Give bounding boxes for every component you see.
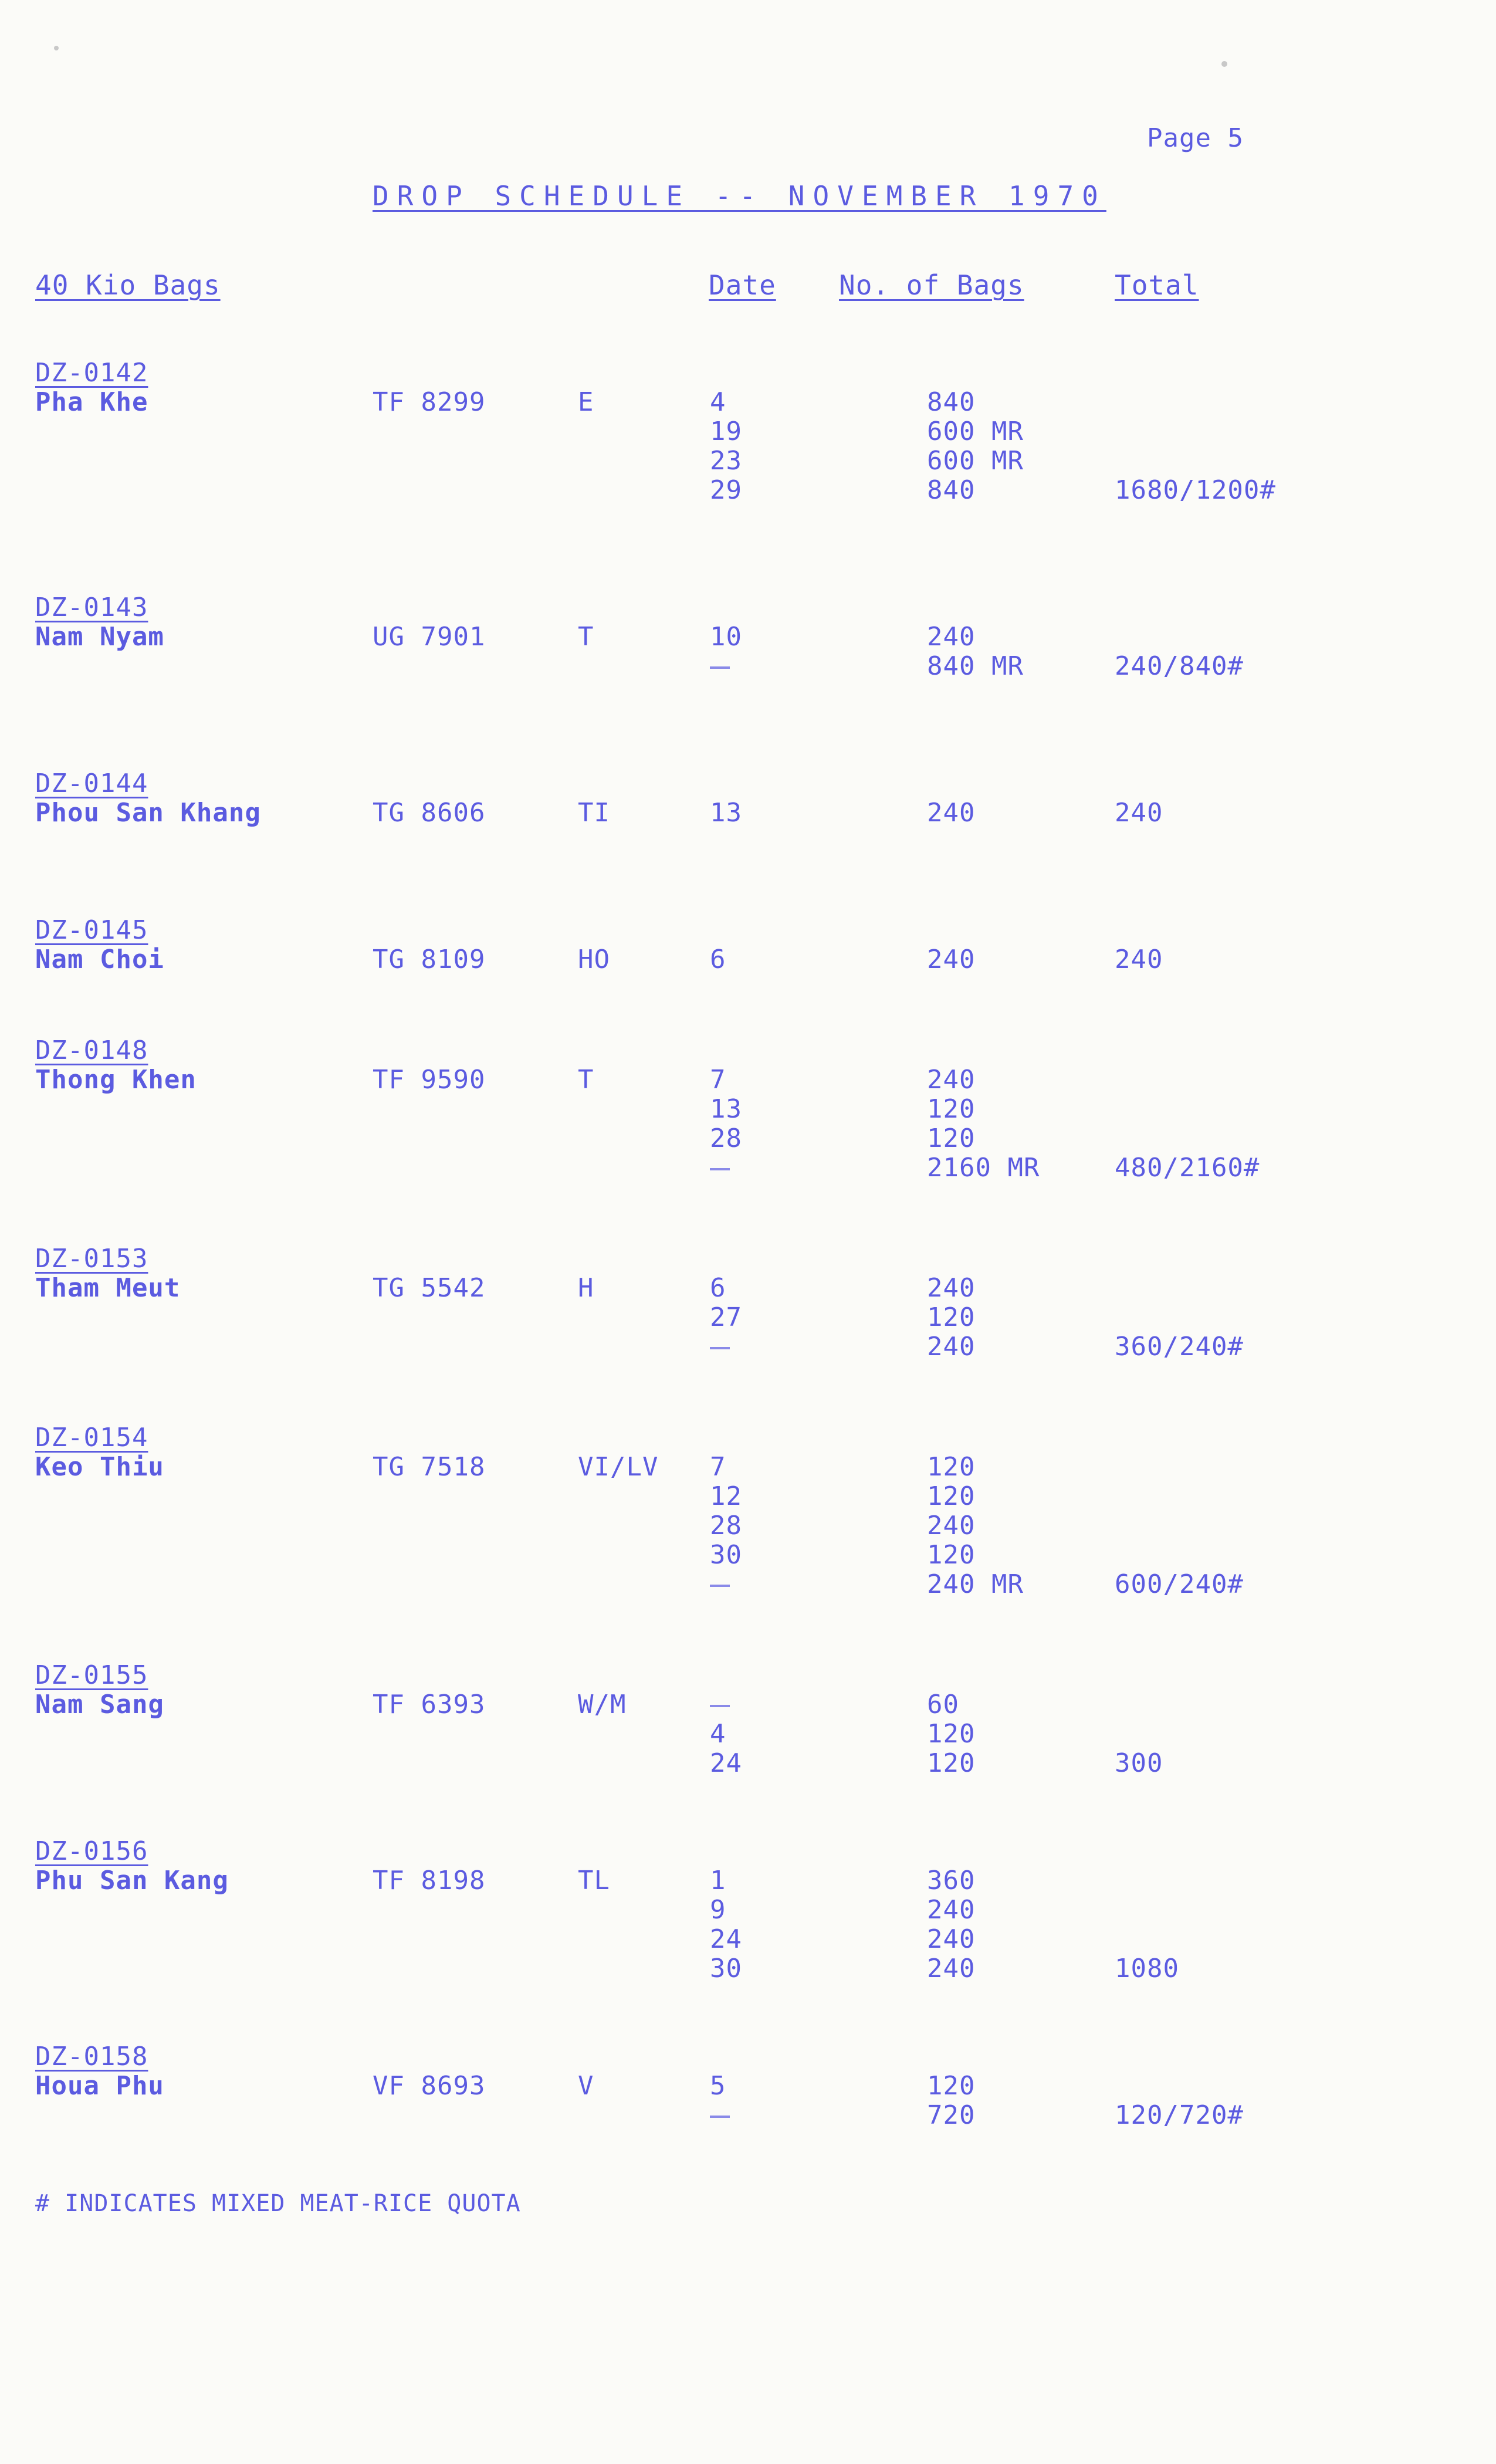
drop-date-unspecified <box>710 2100 730 2131</box>
drop-date: 28 <box>710 1511 742 1541</box>
bag-count: 120 <box>927 2071 976 2101</box>
drop-date: 10 <box>710 622 742 652</box>
bag-count: 120 <box>927 1302 976 1332</box>
date-dash-mark <box>710 1168 730 1170</box>
grid-reference: TG 5542 <box>373 1273 486 1303</box>
zone-code: V <box>578 2071 594 2101</box>
row-total: 240 <box>1115 798 1163 828</box>
grid-reference: TF 8299 <box>373 387 486 417</box>
drop-date: 19 <box>710 417 742 446</box>
drop-date-unspecified <box>710 1569 730 1600</box>
column-header-bags: 40 Kio Bags <box>35 269 221 301</box>
drop-date: 13 <box>710 1094 742 1124</box>
footnote: # INDICATES MIXED MEAT-RICE QUOTA <box>35 2190 521 2217</box>
row-total: 1080 <box>1115 1954 1179 1984</box>
zone-code: HO <box>578 945 610 974</box>
drop-zone-id: DZ-0158 <box>35 2042 148 2072</box>
zone-code: T <box>578 622 594 652</box>
drop-zone-name: Houa Phu <box>35 2071 164 2101</box>
drop-date: 24 <box>710 1924 742 1954</box>
bag-count: 840 <box>927 475 976 505</box>
grid-reference: TF 6393 <box>373 1690 486 1720</box>
bag-count: 240 <box>927 1065 976 1095</box>
drop-date: 23 <box>710 446 742 476</box>
drop-date-unspecified <box>710 651 730 682</box>
drop-zone-id: DZ-0153 <box>35 1244 148 1274</box>
drop-date: 7 <box>710 1065 726 1095</box>
drop-date: 28 <box>710 1123 742 1153</box>
drop-zone-id: DZ-0155 <box>35 1660 148 1690</box>
drop-date: 24 <box>710 1748 742 1778</box>
bag-count: 120 <box>927 1540 976 1570</box>
drop-date: 5 <box>710 2071 726 2101</box>
drop-zone-name: Nam Nyam <box>35 622 164 652</box>
drop-date: 13 <box>710 798 742 828</box>
drop-date: 4 <box>710 1719 726 1749</box>
bag-count: 2160 MR <box>927 1153 1040 1183</box>
bag-count: 240 <box>927 1954 976 1984</box>
drop-date-unspecified <box>710 1690 730 1720</box>
date-dash-mark <box>710 666 730 669</box>
bag-count: 600 MR <box>927 417 1024 446</box>
bag-count: 120 <box>927 1452 976 1482</box>
drop-zone-name: Thong Khen <box>35 1065 197 1095</box>
drop-zone-name: Nam Choi <box>35 945 164 974</box>
grid-reference: TG 8109 <box>373 945 486 974</box>
bag-count: 120 <box>927 1481 976 1511</box>
drop-zone-id: DZ-0144 <box>35 769 148 798</box>
zone-code: T <box>578 1065 594 1095</box>
grid-reference: TF 8198 <box>373 1866 486 1896</box>
bag-count: 240 <box>927 1924 976 1954</box>
bag-count: 240 <box>927 945 976 974</box>
bag-count: 720 <box>927 2100 976 2130</box>
drop-date: 27 <box>710 1302 742 1332</box>
document-title: DROP SCHEDULE -- NOVEMBER 1970 <box>373 180 1106 212</box>
bag-count: 120 <box>927 1123 976 1153</box>
column-header-date: Date <box>709 269 776 301</box>
bag-count: 120 <box>927 1094 976 1124</box>
date-dash-mark <box>710 1347 730 1349</box>
grid-reference: TG 7518 <box>373 1452 486 1482</box>
drop-date: 30 <box>710 1954 742 1984</box>
row-total: 600/240# <box>1115 1569 1244 1599</box>
bag-count: 600 MR <box>927 446 1024 476</box>
drop-zone-name: Phu San Kang <box>35 1866 229 1896</box>
zone-code: TI <box>578 798 610 828</box>
paper-speck <box>1221 61 1227 67</box>
bag-count: 840 MR <box>927 651 1024 681</box>
bag-count: 840 <box>927 387 976 417</box>
column-header-total: Total <box>1115 269 1199 301</box>
drop-zone-id: DZ-0156 <box>35 1836 148 1866</box>
row-total: 240 <box>1115 945 1163 974</box>
drop-date: 12 <box>710 1481 742 1511</box>
bag-count: 60 <box>927 1690 959 1720</box>
date-dash-mark <box>710 1585 730 1587</box>
column-header-no-of-bags: No. of Bags <box>839 269 1024 301</box>
bag-count: 240 <box>927 1273 976 1303</box>
grid-reference: VF 8693 <box>373 2071 486 2101</box>
bag-count: 240 <box>927 1511 976 1541</box>
row-total: 120/720# <box>1115 2100 1244 2130</box>
date-dash-mark <box>710 2116 730 2118</box>
drop-zone-name: Phou San Khang <box>35 798 261 828</box>
bag-count: 240 <box>927 1332 976 1362</box>
drop-zone-name: Tham Meut <box>35 1273 181 1303</box>
drop-date: 6 <box>710 945 726 974</box>
bag-count: 360 <box>927 1866 976 1896</box>
drop-zone-id: DZ-0145 <box>35 915 148 945</box>
zone-code: VI/LV <box>578 1452 659 1482</box>
drop-zone-id: DZ-0143 <box>35 593 148 622</box>
zone-code: E <box>578 387 594 417</box>
bag-count: 240 <box>927 1895 976 1925</box>
zone-code: H <box>578 1273 594 1303</box>
drop-date: 1 <box>710 1866 726 1896</box>
row-total: 240/840# <box>1115 651 1244 681</box>
row-total: 1680/1200# <box>1115 475 1276 505</box>
drop-date-unspecified <box>710 1332 730 1362</box>
drop-zone-name: Pha Khe <box>35 387 148 417</box>
drop-date: 29 <box>710 475 742 505</box>
drop-zone-name: Keo Thiu <box>35 1452 164 1482</box>
grid-reference: UG 7901 <box>373 622 486 652</box>
drop-date: 7 <box>710 1452 726 1482</box>
row-total: 300 <box>1115 1748 1163 1778</box>
row-total: 480/2160# <box>1115 1153 1260 1183</box>
drop-zone-name: Nam Sang <box>35 1690 164 1720</box>
date-dash-mark <box>710 1705 730 1707</box>
zone-code: TL <box>578 1866 610 1896</box>
bag-count: 240 <box>927 622 976 652</box>
drop-date: 30 <box>710 1540 742 1570</box>
page-number: Page 5 <box>1147 123 1244 153</box>
paper-speck <box>54 46 59 50</box>
drop-zone-id: DZ-0154 <box>35 1423 148 1453</box>
grid-reference: TG 8606 <box>373 798 486 828</box>
row-total: 360/240# <box>1115 1332 1244 1362</box>
bag-count: 240 MR <box>927 1569 1024 1599</box>
drop-zone-id: DZ-0142 <box>35 358 148 388</box>
bag-count: 120 <box>927 1748 976 1778</box>
bag-count: 240 <box>927 798 976 828</box>
drop-date-unspecified <box>710 1153 730 1183</box>
bag-count: 120 <box>927 1719 976 1749</box>
drop-zone-id: DZ-0148 <box>35 1035 148 1065</box>
grid-reference: TF 9590 <box>373 1065 486 1095</box>
drop-date: 4 <box>710 387 726 417</box>
drop-date: 6 <box>710 1273 726 1303</box>
drop-date: 9 <box>710 1895 726 1925</box>
zone-code: W/M <box>578 1690 627 1720</box>
